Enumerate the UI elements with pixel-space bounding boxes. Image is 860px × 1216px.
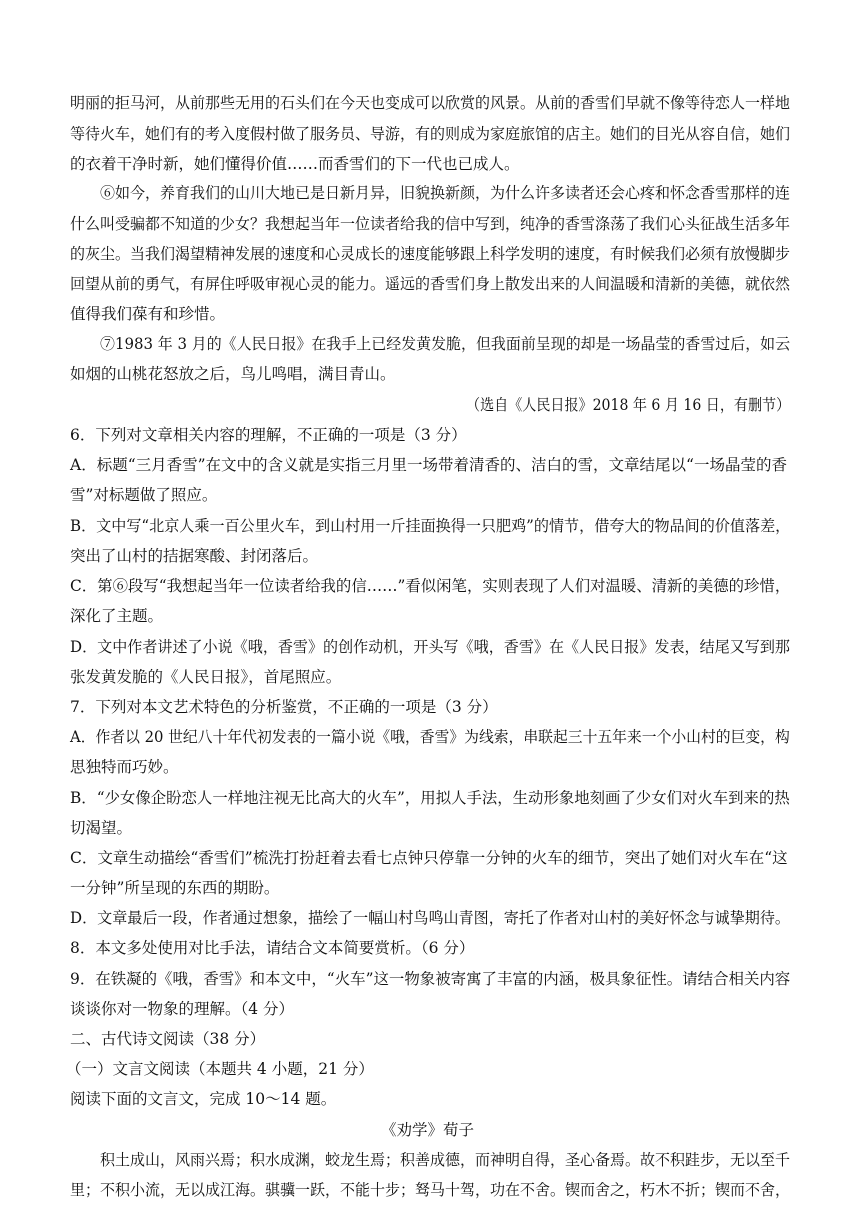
option-7b-cont: 切渴望。 [70,819,133,837]
question-7: 7．下列对本文艺术特色的分析鉴赏，不正确的一项是（3 分） [70,698,498,716]
section-heading: 二、古代诗文阅读（38 分） [70,1030,266,1048]
passage-line: 什么叫受骗都不知道的少女？我想起当年一位读者给我的信中写到，纯净的香雪涤荡了我们心头征战生活多年 [70,215,790,233]
option-6d-cont: 张发黄发脆的《人民日报》，首尾照应。 [70,668,342,686]
passage-line: 的灰尘。当我们渴望精神发展的速度和心灵成长的速度能够跟上科学发明的速度，有时候我们必须有放慢脚步 [70,245,790,263]
passage-line: 明丽的拒马河，从前那些无用的石头们在今天也变成可以欣赏的风景。从前的香雪们早就不像等待恋人一样地 [70,94,790,112]
subsection-heading: （一）文言文阅读（本题共 4 小题，21 分） [66,1060,374,1078]
option-6a-cont: 雪”对标题做了照应。 [70,486,218,504]
option-6d: D．文中作者讲述了小说《哦，香雪》的创作动机，开头写《哦，香雪》在《人民日报》发表，结尾又写到那 [70,638,790,656]
option-7a-cont: 思独特而巧妙。 [70,758,179,776]
question-6: 6．下列对文章相关内容的理解，不正确的一项是（3 分） [70,426,467,444]
passage-line: 的衣着干净时新，她们懂得价值……而香雪们的下一代也已成人。 [70,155,520,173]
passage-line: 值得我们葆有和珍惜。 [70,305,226,323]
question-9: 9．在铁凝的《哦，香雪》和本文中，“火车”这一物象被寄寓了丰富的内涵，极具象征性。请结合相关内容 [70,970,791,988]
question-8: 8．本文多处使用对比手法，请结合文本简要赏析。（6 分） [70,939,475,957]
source-citation: （选自《人民日报》2018 年 6 月 16 日，有删节） [466,396,791,414]
option-7c: C．文章生动描绘“香雪们”梳洗打扮赶着去看七点钟只停靠一分钟的火车的细节，突出了她们对火车在“这 [70,849,788,867]
option-6b: B．文中写“北京人乘一百公里火车，到山村用一斤挂面换得一只肥鸡”的情节，借夸大的物品间的价值落差， [70,517,791,535]
option-6c-cont: 深化了主题。 [70,607,164,625]
passage-line: 回望从前的勇气，有屏住呼吸审视心灵的能力。遥远的香雪们身上散发出来的人间温暖和清新的美德，就依然 [70,275,790,293]
option-7d: D．文章最后一段，作者通过想象，描绘了一幅山村鸟鸣山青图，寄托了作者对山村的美好怀念与诚挚期待。 [70,909,790,927]
passage-paragraph-6: ⑥如今，养育我们的山川大地已是日新月异，旧貌换新颜，为什么许多读者还会心疼和怀念香雪那样的连 [100,184,790,202]
question-9-cont: 谈谈你对一物象的理解。（4 分） [70,1000,295,1018]
passage-paragraph-7: ⑦1983 年 3 月的《人民日报》在我手上已经发黄发脆，但我面前呈现的却是一场晶莹的香雪过后，如云 [100,335,791,353]
option-6c: C．第⑥段写“我想起当年一位读者给我的信……”看似闲笔，实则表现了人们对温暖、清新的美德的珍惜， [70,577,791,595]
passage-line: 如烟的山桃花怒放之后，鸟儿鸣唱，满目青山。 [70,365,396,383]
reading-instruction: 阅读下面的文言文，完成 10～14 题。 [70,1090,337,1108]
passage-line: 等待火车，她们有的考入度假村做了服务员、导游，有的则成为家庭旅馆的店主。她们的目光从容自信，她们 [70,125,790,143]
classical-text-line: 里；不积小流，无以成江海。骐骥一跃，不能十步；驽马十驾，功在不舍。锲而舍之，朽木不折；锲而不舍， [70,1181,790,1199]
option-6a: A．标题“三月香雪”在文中的含义就是实指三月里一场带着清香的、洁白的雪，文章结尾以“一场晶莹的香 [70,456,787,474]
option-6b-cont: 突出了山村的拮据寒酸、封闭落后。 [70,547,319,565]
option-7a: A．作者以 20 世纪八十年代初发表的一篇小说《哦，香雪》为线索，串联起三十五年来一个小山村的巨变，构 [70,728,790,746]
option-7b: B．“少女像企盼恋人一样地注视无比高大的火车”，用拟人手法，生动形象地刻画了少女们对火车到来的热 [70,789,790,807]
option-7c-cont: 一分钟”所呈现的东西的期盼。 [70,879,280,897]
classical-text-line: 积土成山，风雨兴焉；积水成渊，蛟龙生焉；积善成德，而神明自得，圣心备焉。故不积跬步，无以至千 [100,1151,790,1169]
classical-text-title: 《劝学》荀子 [381,1121,475,1139]
